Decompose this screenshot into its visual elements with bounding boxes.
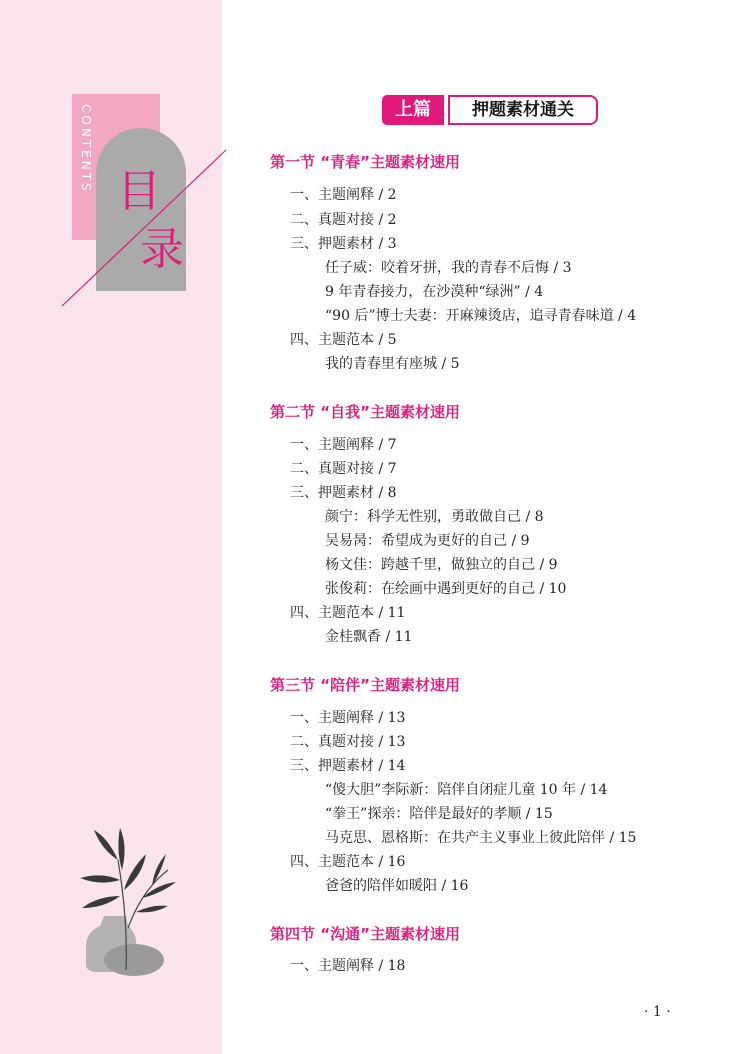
toc-subentry[interactable]: 任子威：咬着牙拼，我的青春不后悔 / 3 bbox=[325, 260, 572, 276]
contents-label: CONTENTS bbox=[79, 104, 93, 194]
toc-entry[interactable]: 三、押题素材 / 8 bbox=[290, 485, 397, 501]
diagonal-accent-line bbox=[0, 0, 240, 320]
toc-entry[interactable]: 四、主题范本 / 11 bbox=[290, 605, 406, 621]
toc-entry[interactable]: 三、押题素材 / 14 bbox=[290, 758, 406, 774]
part-header bbox=[382, 95, 598, 125]
toc-subentry[interactable]: 马克思、恩格斯：在共产主义事业上彼此陪伴 / 15 bbox=[325, 830, 637, 846]
toc-subentry[interactable]: 张俊莉：在绘画中遇到更好的自己 / 10 bbox=[325, 581, 567, 597]
toc-title-char-2: 录 bbox=[140, 224, 184, 275]
section-heading[interactable]: 第二节 “自我”主题素材速用 bbox=[270, 403, 460, 421]
section-heading[interactable]: 第一节 “青春”主题素材速用 bbox=[270, 153, 460, 171]
toc-subentry[interactable]: 爸爸的陪伴如暖阳 / 16 bbox=[325, 878, 469, 894]
toc-subentry[interactable]: 杨文佳：跨越千里，做独立的自己 / 9 bbox=[325, 557, 558, 573]
toc-subentry[interactable]: “傻大胆”李际新：陪伴自闭症儿童 10 年 / 14 bbox=[325, 782, 608, 798]
toc-entry[interactable]: 二、真题对接 / 7 bbox=[290, 461, 397, 477]
toc-subentry[interactable]: 我的青春里有座城 / 5 bbox=[325, 356, 460, 372]
toc-entry[interactable]: 一、主题阐释 / 13 bbox=[290, 710, 406, 726]
toc-subentry[interactable]: 9 年青春接力，在沙漠种“绿洲” / 4 bbox=[325, 284, 544, 300]
toc-subentry[interactable]: 金桂飘香 / 11 bbox=[325, 629, 413, 645]
part-title: 押题素材通关 bbox=[448, 95, 598, 125]
section-heading[interactable]: 第三节 “陪伴”主题素材速用 bbox=[270, 676, 460, 694]
toc-subentry[interactable]: “90 后”博士夫妻：开麻辣烫店，追寻青春味道 / 4 bbox=[325, 308, 637, 324]
part-label: 上篇 bbox=[382, 95, 444, 125]
page-number: · 1 · bbox=[644, 1004, 671, 1020]
toc-subentry[interactable]: 吴易昺：希望成为更好的自己 / 9 bbox=[325, 533, 530, 549]
toc-subentry[interactable]: 颜宁：科学无性别，勇敢做自己 / 8 bbox=[325, 509, 544, 525]
toc-entry[interactable]: 三、押题素材 / 3 bbox=[290, 236, 397, 252]
toc-entry[interactable]: 二、真题对接 / 13 bbox=[290, 734, 406, 750]
toc-entry[interactable]: 一、主题阐释 / 2 bbox=[290, 187, 397, 203]
toc-entry[interactable]: 一、主题阐释 / 18 bbox=[290, 958, 406, 974]
potted-plant-illustration bbox=[72, 820, 182, 980]
toc-entry[interactable]: 四、主题范本 / 5 bbox=[290, 332, 397, 348]
section-heading[interactable]: 第四节 “沟通”主题素材速用 bbox=[270, 925, 460, 943]
toc-entry[interactable]: 一、主题阐释 / 7 bbox=[290, 437, 397, 453]
toc-entry[interactable]: 二、真题对接 / 2 bbox=[290, 212, 397, 228]
toc-subentry[interactable]: “拳王”探亲：陪伴是最好的孝顺 / 15 bbox=[325, 806, 553, 822]
toc-title-char-1: 目 bbox=[117, 166, 161, 217]
toc-entry[interactable]: 四、主题范本 / 16 bbox=[290, 854, 406, 870]
